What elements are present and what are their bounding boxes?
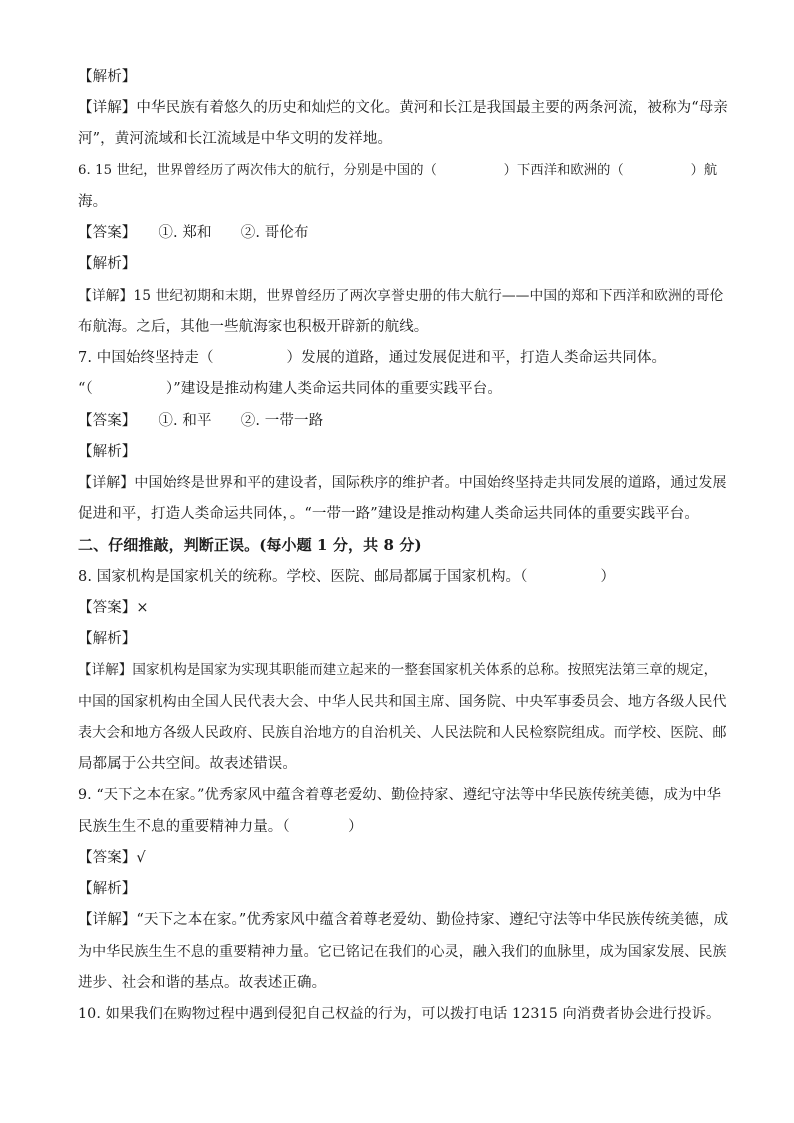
analysis-label: 【解析】 xyxy=(78,631,137,647)
question-7: 7. 中国始终坚持走（ ）发展的道路，通过发展促进和平，打造人类命运共同体。 xyxy=(78,350,667,366)
detail-text: 【详解】“天下之本在家。”优秀家风中蕴含着尊老爱幼、勤俭持家、遵纪守法等中华民族传统美德，成 xyxy=(78,912,729,928)
detail-text: 表大会和地方各级人民政府、民族自治地方的自治机关、人民法院和人民检察院组成。而学校、医院、邮 xyxy=(78,725,727,741)
question-7: “（ ）”建设是推动构建人类命运共同体的重要实践平台。 xyxy=(78,381,502,397)
detail-text: 布航海。之后，其他一些航海家也积极开辟新的航线。 xyxy=(78,319,429,335)
question-10: 10. 如果我们在购物过程中遇到侵犯自己权益的行为，可以拨打电话 12315 向消费者协会进行投诉。 xyxy=(78,1006,721,1022)
detail-text: 促进和平，打造人类命运共同体，。“一带一路”建设是推动构建人类命运共同体的重要实践平台。 xyxy=(78,506,699,522)
question-9: 民族生生不息的重要精神力量。（ ） xyxy=(78,819,363,835)
answer-9: 【答案】√ xyxy=(78,850,146,866)
answer-7: 【答案】 ①. 和平 ②. 一带一路 xyxy=(78,413,324,429)
detail-text: 【详解】15 世纪初期和末期，世界曾经历了两次享誉史册的伟大航行——中国的郑和下西洋和欧洲的哥伦 xyxy=(78,288,724,304)
question-9: 9. “天下之本在家。”优秀家风中蕴含着尊老爱幼、勤俭持家、遵纪守法等中华民族传统美德，成为中华 xyxy=(78,787,722,803)
analysis-label: 【解析】 xyxy=(78,69,137,85)
detail-text: 为中华民族生生不息的重要精神力量。它已铭记在我们的心灵，融入我们的血脉里，成为国家发展、民族 xyxy=(78,944,727,960)
analysis-label: 【解析】 xyxy=(78,881,137,897)
detail-text: 河”，黄河流域和长江流域是中华文明的发祥地。 xyxy=(78,131,393,147)
analysis-label: 【解析】 xyxy=(78,444,137,460)
detail-text: 【详解】中华民族有着悠久的历史和灿烂的文化。黄河和长江是我国最主要的两条河流，被称为“母亲 xyxy=(78,100,728,116)
detail-text: 【详解】国家机构是国家为实现其职能而建立起来的一整套国家机关体系的总称。按照宪法第三章的规定， xyxy=(78,662,718,678)
detail-text: 【详解】中国始终是世界和平的建设者，国际秩序的维护者。中国始终坚持走共同发展的道路，通过发展 xyxy=(78,475,727,491)
answer-8: 【答案】× xyxy=(78,600,149,616)
section-heading: 二、仔细推敲，判断正误。(每小题 1 分，共 8 分) xyxy=(78,536,422,554)
question-8: 8. 国家机构是国家机关的统称。学校、医院、邮局都属于国家机构。（ ） xyxy=(78,569,616,585)
answer-6: 【答案】 ①. 郑和 ②. 哥伦布 xyxy=(78,225,309,241)
question-6: 6. 15 世纪，世界曾经历了两次伟大的航行，分别是中国的（ ）下西洋和欧洲的（ ）航 xyxy=(78,163,718,178)
analysis-label: 【解析】 xyxy=(78,256,137,272)
detail-text: 中国的国家机构由全国人民代表大会、中华人民共和国主席、国务院、中央军事委员会、地方各级人民代 xyxy=(78,694,727,710)
question-6: 海。 xyxy=(78,194,108,210)
detail-text: 进步、社会和谐的基点。故表述正确。 xyxy=(78,975,327,991)
detail-text: 局都属于公共空间。故表述错误。 xyxy=(78,756,297,772)
